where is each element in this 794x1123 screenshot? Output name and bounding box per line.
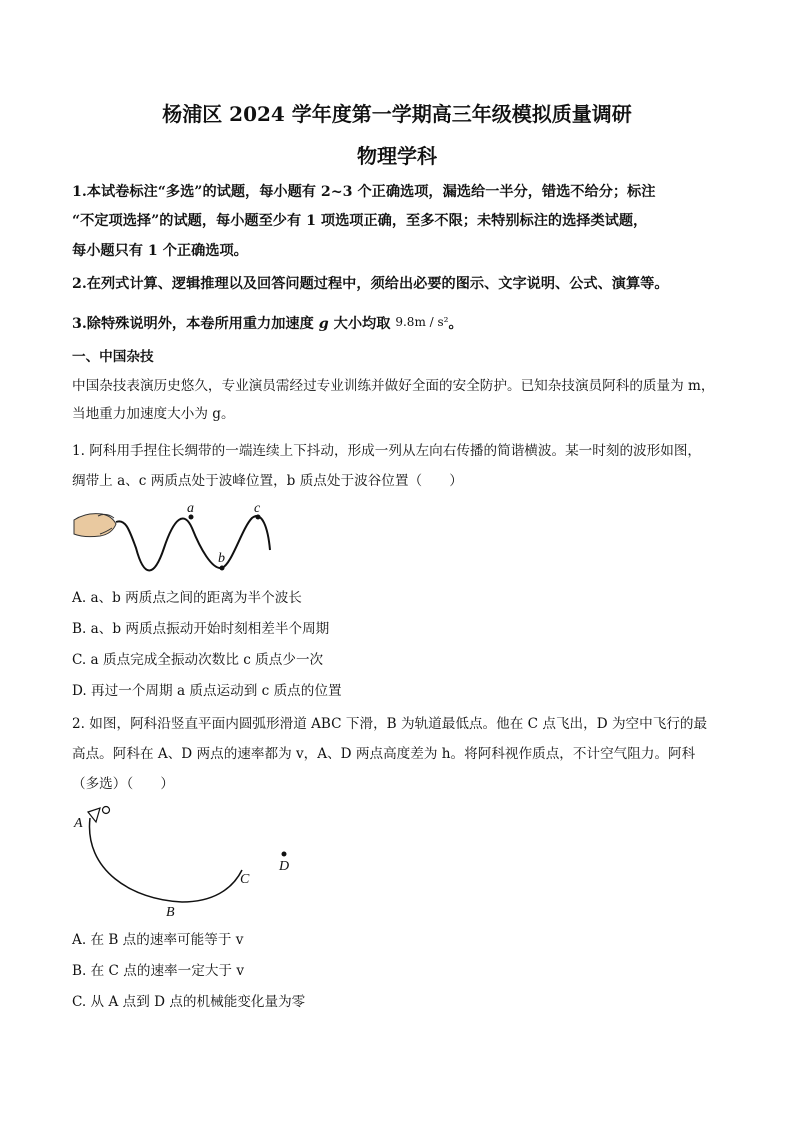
note-3: [72, 308, 728, 339]
q2-stem-line-1: 2. 如图，阿科沿竖直平面内圆弧形滑道 ABC 下滑，B 为轨道最低点。他在 C 点飞出，D 为空中飞行的最: [72, 716, 708, 732]
section-heading: 一、中国杂技: [72, 349, 154, 365]
skier-icon: [88, 807, 110, 823]
point-d-dot: [282, 852, 287, 857]
label-C: C: [240, 872, 250, 887]
q1-option-a[interactable]: A. a、b 两质点之间的距离为半个波长: [72, 590, 302, 606]
section-intro-line-2: 当地重力加速度大小为 g。: [72, 406, 235, 422]
note-3-end: 。: [448, 316, 463, 332]
q1-stem-line-2: 绸带上 a、c 两质点处于波峰位置，b 质点处于波谷位置（ ）: [72, 473, 463, 489]
note-1-line-2: “不定项选择”的试题，每小题至少有 1 项选项正确，至多不限；未特别标注的选择类试题，: [72, 213, 648, 229]
arc-track: [89, 818, 242, 902]
label-a: a: [187, 501, 194, 516]
q1-option-c[interactable]: C. a 质点完成全振动次数比 c 质点少一次: [72, 652, 324, 668]
q1-option-d[interactable]: D. 再过一个周期 a 质点运动到 c 质点的位置: [72, 683, 342, 699]
note-2: 2.在列式计算、逻辑推理以及回答问题过程中，须给出必要的图示、文字说明、公式、演算等。: [72, 276, 669, 292]
point-b-dot: [220, 566, 225, 571]
label-c: c: [254, 501, 261, 516]
note-3-mid: 大小均取: [333, 316, 391, 332]
note-1-line-3: 每小题只有 1 个正确选项。: [72, 243, 248, 259]
q1-option-b[interactable]: B. a、b 两质点振动开始时刻相差半个周期: [72, 621, 330, 637]
subject-title: 物理学科: [357, 144, 437, 168]
q2-option-c[interactable]: C. 从 A 点到 D 点的机械能变化量为零: [72, 994, 306, 1010]
q1-stem-line-1: 1. 阿科用手捏住长绸带的一端连续上下抖动，形成一列从左向右传播的简谐横波。某一时刻的波形如图，: [72, 443, 702, 459]
label-A: A: [74, 816, 83, 831]
track-figure: [72, 800, 312, 924]
note-3-value: 9.8m / s²: [395, 315, 449, 329]
q2-option-b[interactable]: B. 在 C 点的速率一定大于 v: [72, 963, 245, 979]
note-3-g: g: [318, 316, 329, 332]
page-title: 杨浦区 2024 学年度第一学期高三年级模拟质量调研: [162, 102, 632, 126]
q2-option-a[interactable]: A. 在 B 点的速率可能等于 v: [72, 932, 244, 948]
wave-figure: [72, 498, 282, 580]
label-D: D: [279, 859, 290, 874]
wave-curve: [116, 516, 270, 570]
hand-icon: [74, 514, 116, 537]
q2-stem-line-3: （多选）（ ）: [72, 776, 174, 792]
section-intro-line-1: 中国杂技表演历史悠久，专业演员需经过专业训练并做好全面的安全防护。已知杂技演员阿科的质量为 m，: [72, 378, 715, 394]
note-1-line-1: 1.本试卷标注“多选”的试题，每小题有 2~3 个正确选项，漏选给一半分，错选不给分；标注: [72, 184, 656, 200]
note-3-prefix: 3.除特殊说明外，本卷所用重力加速度: [72, 316, 314, 332]
q2-stem-line-2: 高点。阿科在 A、D 两点的速率都为 v，A、D 两点高度差为 h。将阿科视作质点，不计空气阻力。阿科: [72, 746, 696, 762]
label-B: B: [166, 905, 175, 920]
label-b: b: [218, 551, 225, 566]
